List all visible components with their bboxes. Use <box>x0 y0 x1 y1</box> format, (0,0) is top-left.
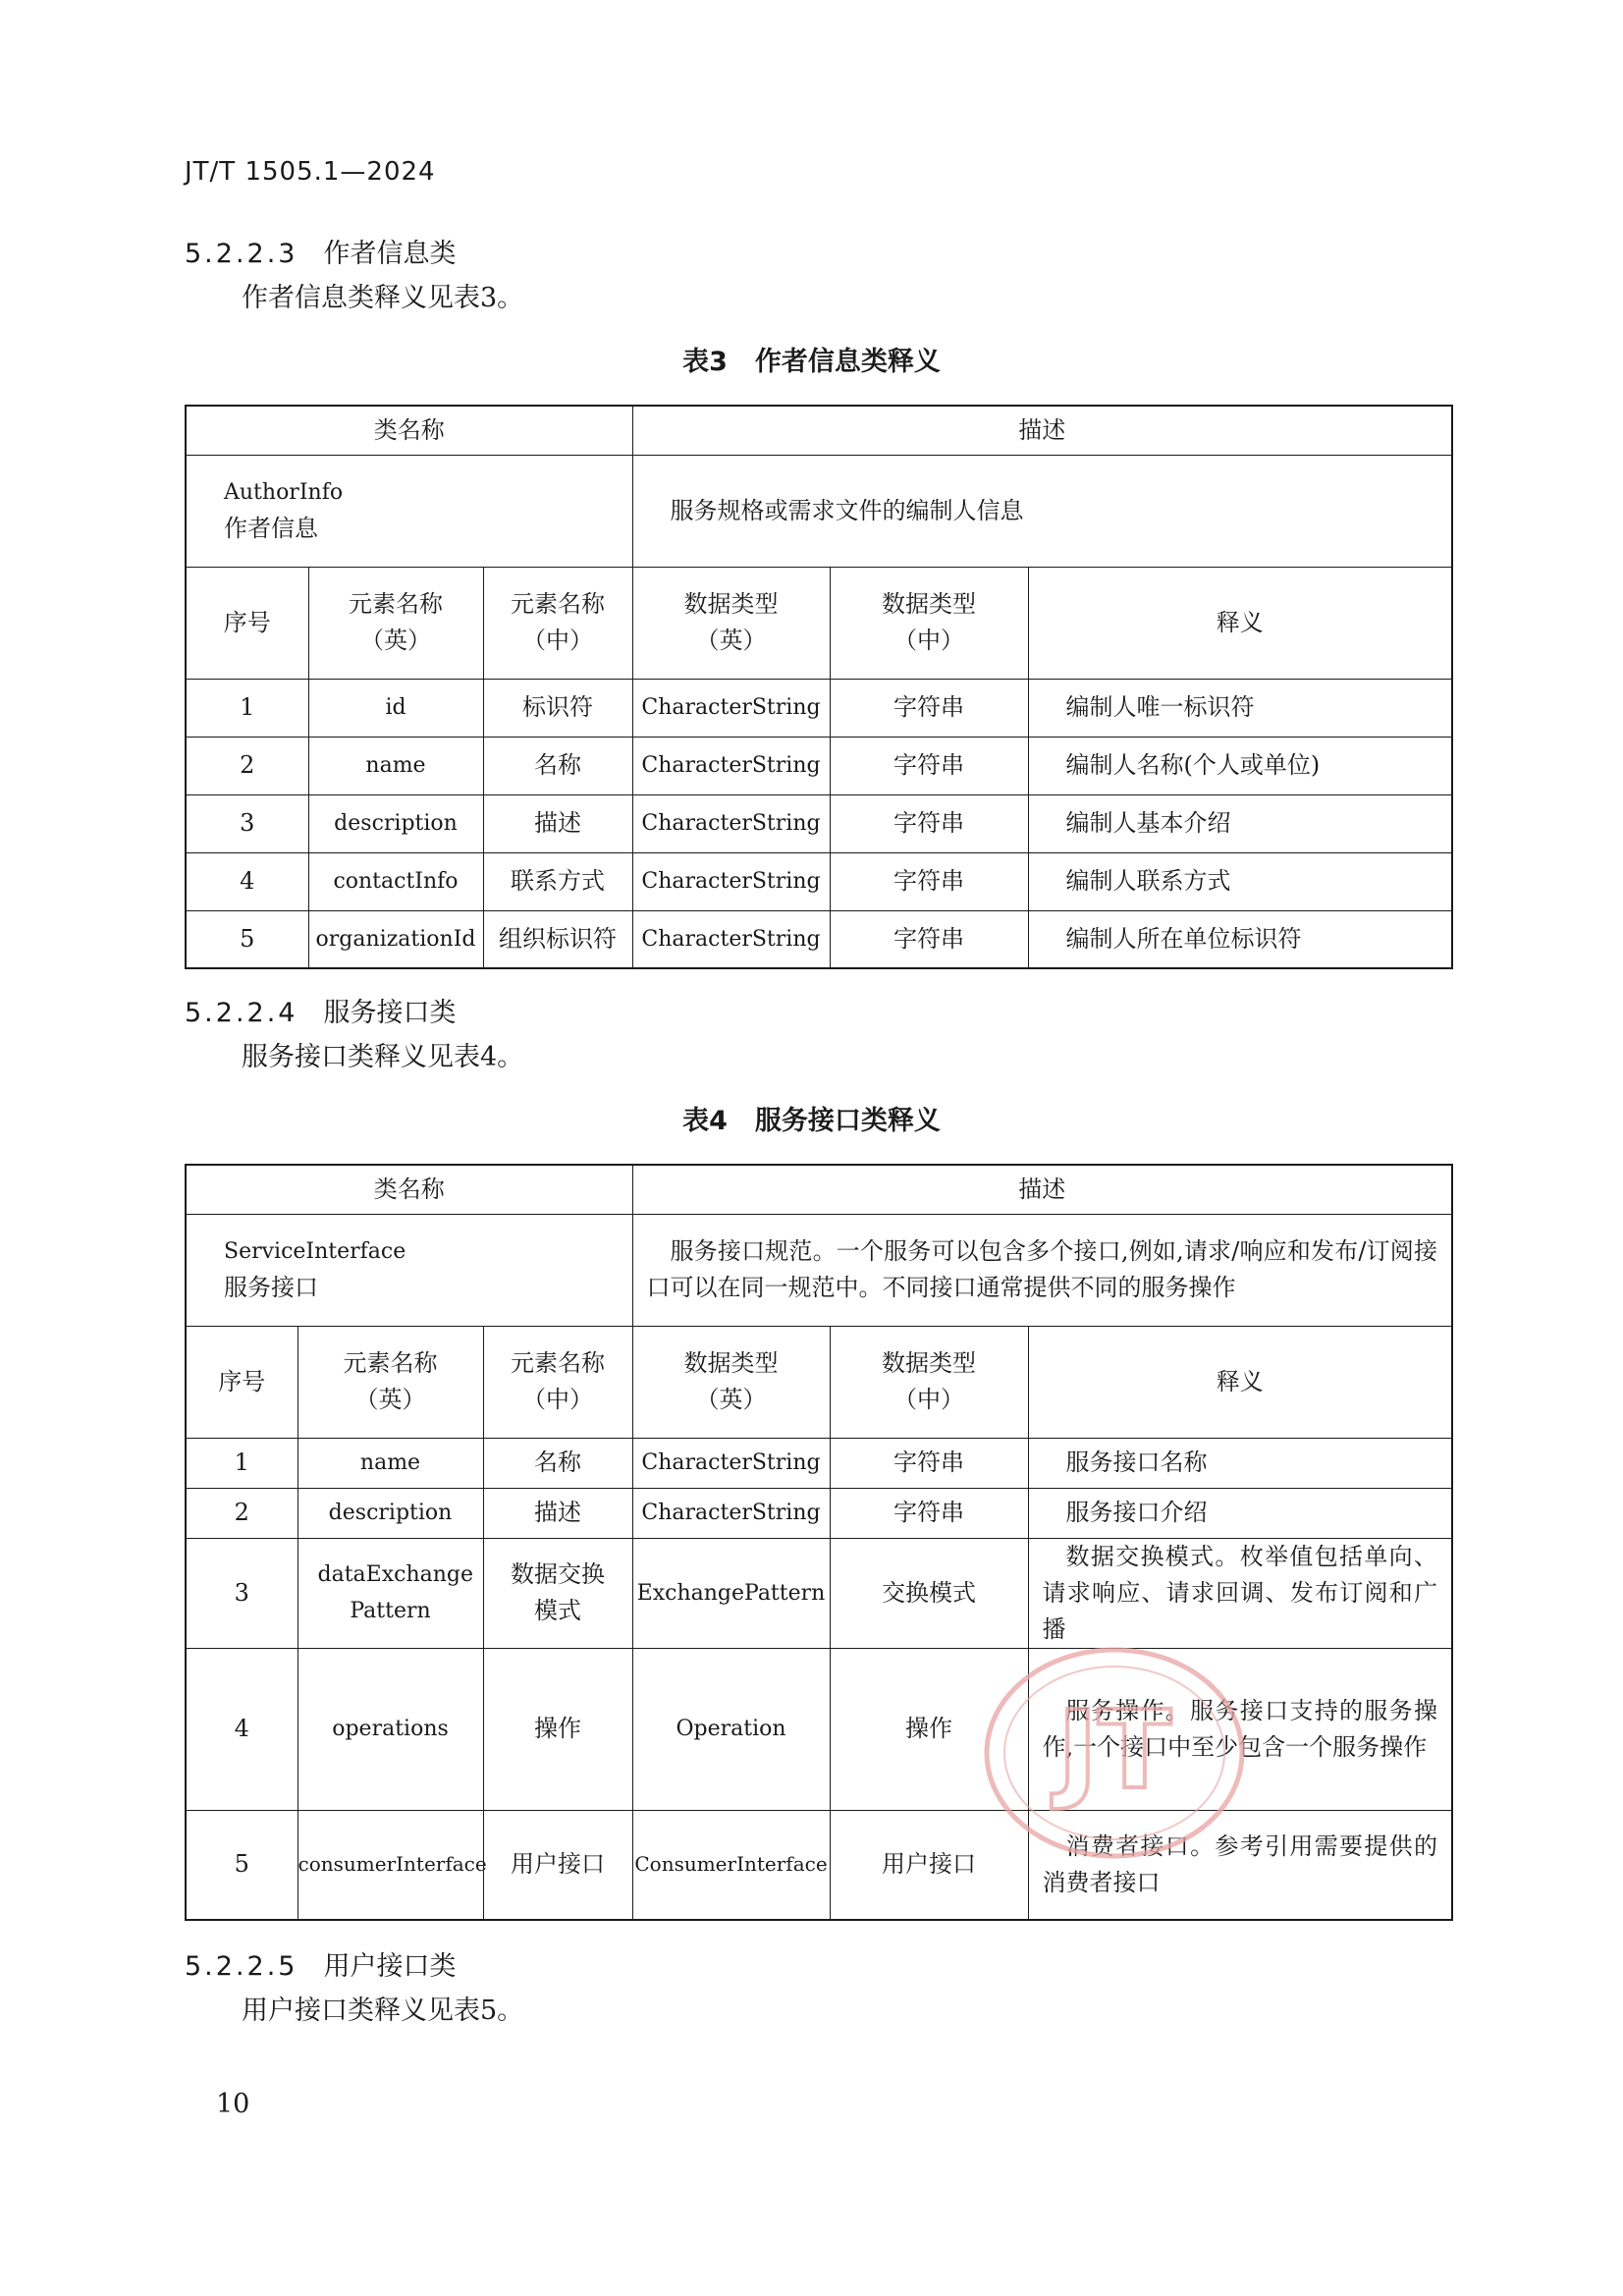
table3-class-cn: 作者信息 <box>224 515 318 542</box>
table4 <box>185 1164 1453 1921</box>
cell-type-cn: 字符串 <box>830 1438 1028 1488</box>
cell-seq: 3 <box>186 1538 298 1648</box>
col-label-line2: （英） <box>360 627 431 654</box>
col-label-line1: 数据类型 <box>683 1349 779 1377</box>
cell-meaning: 服务接口介绍 <box>1028 1488 1452 1538</box>
cell-seq: 2 <box>186 737 308 794</box>
table3-col-seq: 序号 <box>186 567 308 679</box>
cell-name-cn: 名称 <box>483 1438 632 1488</box>
col-label-line1: 数据类型 <box>683 590 779 618</box>
cell-name-en: consumerInterface <box>298 1810 483 1920</box>
table4-col-type-en <box>632 1326 830 1438</box>
section-number: 5.2.2.4 <box>185 998 298 1028</box>
cell-name-en: contactInfo <box>308 852 483 910</box>
cell-type-cn: 操作 <box>830 1648 1028 1810</box>
col-label-line1: 元素名称 <box>511 1349 605 1377</box>
jt-seal-watermark <box>977 1640 1252 1866</box>
cell-type-en: CharacterString <box>632 852 830 910</box>
cell-name-cn: 联系方式 <box>483 852 632 910</box>
cell-name-cn: 描述 <box>483 794 632 852</box>
cell-name-en: organizationId <box>308 910 483 968</box>
section-heading-5225 <box>185 1944 456 1983</box>
section-heading-5223 <box>185 232 456 270</box>
cell-type-en: CharacterString <box>632 679 830 737</box>
cell-type-en: CharacterString <box>632 910 830 968</box>
table3 <box>185 405 1453 969</box>
cell-type-en: CharacterString <box>632 1438 830 1488</box>
col-label-line1: 元素名称 <box>343 1349 438 1377</box>
cell-type-cn: 字符串 <box>830 910 1028 968</box>
cell-meaning: 服务操作。服务接口支持的服务操作,一个接口中至少包含一个服务操作 <box>1028 1648 1452 1810</box>
col-label-line1: 数据类型 <box>882 1349 976 1377</box>
cell-seq: 1 <box>186 1438 298 1488</box>
cell-meaning: 编制人基本介绍 <box>1028 794 1452 852</box>
cell-meaning: 数据交换模式。枚举值包括单向、请求响应、请求回调、发布订阅和广播 <box>1028 1538 1452 1648</box>
section-paragraph: 用户接口类释义见表5。 <box>242 1995 524 2026</box>
col-label-line1: 元素名称 <box>511 590 605 618</box>
col-label-line2: （中） <box>522 1386 593 1413</box>
cell-name-en: description <box>298 1488 483 1538</box>
col-label-line2: （英） <box>695 1386 767 1413</box>
cell-seq: 5 <box>186 1810 298 1920</box>
table4-col-type-cn <box>830 1326 1028 1438</box>
cell-type-en: Operation <box>632 1648 830 1810</box>
section-title: 服务接口类 <box>323 998 457 1028</box>
col-label-line2: （中） <box>893 1386 964 1413</box>
table3-head-desc: 描述 <box>632 406 1452 455</box>
table-row <box>186 1810 1452 1920</box>
cell-type-en: CharacterString <box>632 737 830 794</box>
cell-name-cn: 数据交换模式 <box>483 1538 632 1648</box>
cell-seq: 4 <box>186 1648 298 1810</box>
table4-head-desc: 描述 <box>632 1165 1452 1214</box>
cell-seq: 2 <box>186 1488 298 1538</box>
cell-type-en: ConsumerInterface <box>632 1810 830 1920</box>
cell-type-cn: 交换模式 <box>830 1538 1028 1648</box>
cell-name-cn: 描述 <box>483 1488 632 1538</box>
table3-class-cell <box>186 455 632 567</box>
table3-col-name-en <box>308 567 483 679</box>
col-label-line2: （英） <box>354 1386 426 1413</box>
cell-name-en: id <box>308 679 483 737</box>
cell-seq: 4 <box>186 852 308 910</box>
document-code: JT/T 1505.1—2024 <box>185 157 436 187</box>
table4-col-name-en <box>298 1326 483 1438</box>
table4-col-meaning: 释义 <box>1028 1326 1452 1438</box>
section-paragraph: 服务接口类释义见表4。 <box>242 1042 524 1072</box>
cell-name-cn: 名称 <box>483 737 632 794</box>
col-label-line1: 数据类型 <box>882 590 976 618</box>
seal-text: JT <box>1057 1687 1171 1813</box>
col-label-line1: 元素名称 <box>349 590 443 618</box>
section-number: 5.2.2.5 <box>185 1951 298 1982</box>
table3-head-class: 类名称 <box>186 406 632 455</box>
table-row <box>186 1538 1452 1648</box>
cell-name-en: dataExchange Pattern <box>298 1538 483 1648</box>
table3-class-en: AuthorInfo <box>224 480 344 505</box>
table-row <box>186 737 1452 794</box>
section-number: 5.2.2.3 <box>185 239 298 269</box>
cell-type-en: ExchangePattern <box>632 1538 830 1648</box>
cell-meaning: 服务接口名称 <box>1028 1438 1452 1488</box>
cell-meaning: 消费者接口。参考引用需要提供的消费者接口 <box>1028 1810 1452 1920</box>
table-row <box>186 852 1452 910</box>
table3-caption-number: 表3 <box>682 347 728 377</box>
cell-seq: 5 <box>186 910 308 968</box>
table4-col-name-cn <box>483 1326 632 1438</box>
table3-col-type-en <box>632 567 830 679</box>
table3-caption-title: 作者信息类释义 <box>754 347 941 377</box>
cell-name-cn: 组织标识符 <box>483 910 632 968</box>
cell-type-cn: 字符串 <box>830 679 1028 737</box>
cell-meaning: 编制人唯一标识符 <box>1028 679 1452 737</box>
cell-type-en: CharacterString <box>632 794 830 852</box>
col-label-line2: （中） <box>893 627 964 654</box>
cell-name-cn: 操作 <box>483 1648 632 1810</box>
section-title: 作者信息类 <box>323 239 457 269</box>
table4-class-cn: 服务接口 <box>224 1274 318 1301</box>
table3-caption <box>0 340 1623 378</box>
table4-class-desc: 服务接口规范。一个服务可以包含多个接口,例如,请求/响应和发布/订阅接口可以在同一规范中。不同接口通常提供不同的服务操作 <box>632 1214 1452 1326</box>
cell-type-cn: 用户接口 <box>830 1810 1028 1920</box>
cell-meaning: 编制人所在单位标识符 <box>1028 910 1452 968</box>
table3-class-desc: 服务规格或需求文件的编制人信息 <box>632 455 1452 567</box>
cell-name-en: name <box>308 737 483 794</box>
cell-name-cn: 用户接口 <box>483 1810 632 1920</box>
section-paragraph: 作者信息类释义见表3。 <box>242 283 524 313</box>
cell-name-cn: 标识符 <box>483 679 632 737</box>
cell-name-en: description <box>308 794 483 852</box>
table3-col-name-cn <box>483 567 632 679</box>
table-row <box>186 1648 1452 1810</box>
table4-caption-number: 表4 <box>682 1106 728 1136</box>
col-label-line2: （英） <box>695 627 767 654</box>
cell-type-cn: 字符串 <box>830 852 1028 910</box>
table4-caption-title: 服务接口类释义 <box>754 1106 941 1136</box>
table4-head-class: 类名称 <box>186 1165 632 1214</box>
table3-col-type-cn <box>830 567 1028 679</box>
table4-col-seq: 序号 <box>186 1326 298 1438</box>
cell-name-en: operations <box>298 1648 483 1810</box>
table-row <box>186 794 1452 852</box>
section-title: 用户接口类 <box>323 1951 457 1982</box>
cell-meaning: 编制人名称(个人或单位) <box>1028 737 1452 794</box>
cell-type-cn: 字符串 <box>830 1488 1028 1538</box>
table-row <box>186 1488 1452 1538</box>
table4-class-en: ServiceInterface <box>224 1239 406 1264</box>
page-number: 10 <box>216 2089 250 2119</box>
cell-seq: 3 <box>186 794 308 852</box>
table4-caption <box>0 1099 1623 1137</box>
table3-col-meaning: 释义 <box>1028 567 1452 679</box>
table-row <box>186 679 1452 737</box>
cell-type-cn: 字符串 <box>830 794 1028 852</box>
cell-seq: 1 <box>186 679 308 737</box>
cell-meaning: 编制人联系方式 <box>1028 852 1452 910</box>
col-label-line2: （中） <box>522 627 593 654</box>
table-row <box>186 910 1452 968</box>
section-heading-5224 <box>185 991 456 1029</box>
table-row <box>186 1438 1452 1488</box>
cell-type-cn: 字符串 <box>830 737 1028 794</box>
table4-class-cell <box>186 1214 632 1326</box>
cell-type-en: CharacterString <box>632 1488 830 1538</box>
cell-name-en: name <box>298 1438 483 1488</box>
